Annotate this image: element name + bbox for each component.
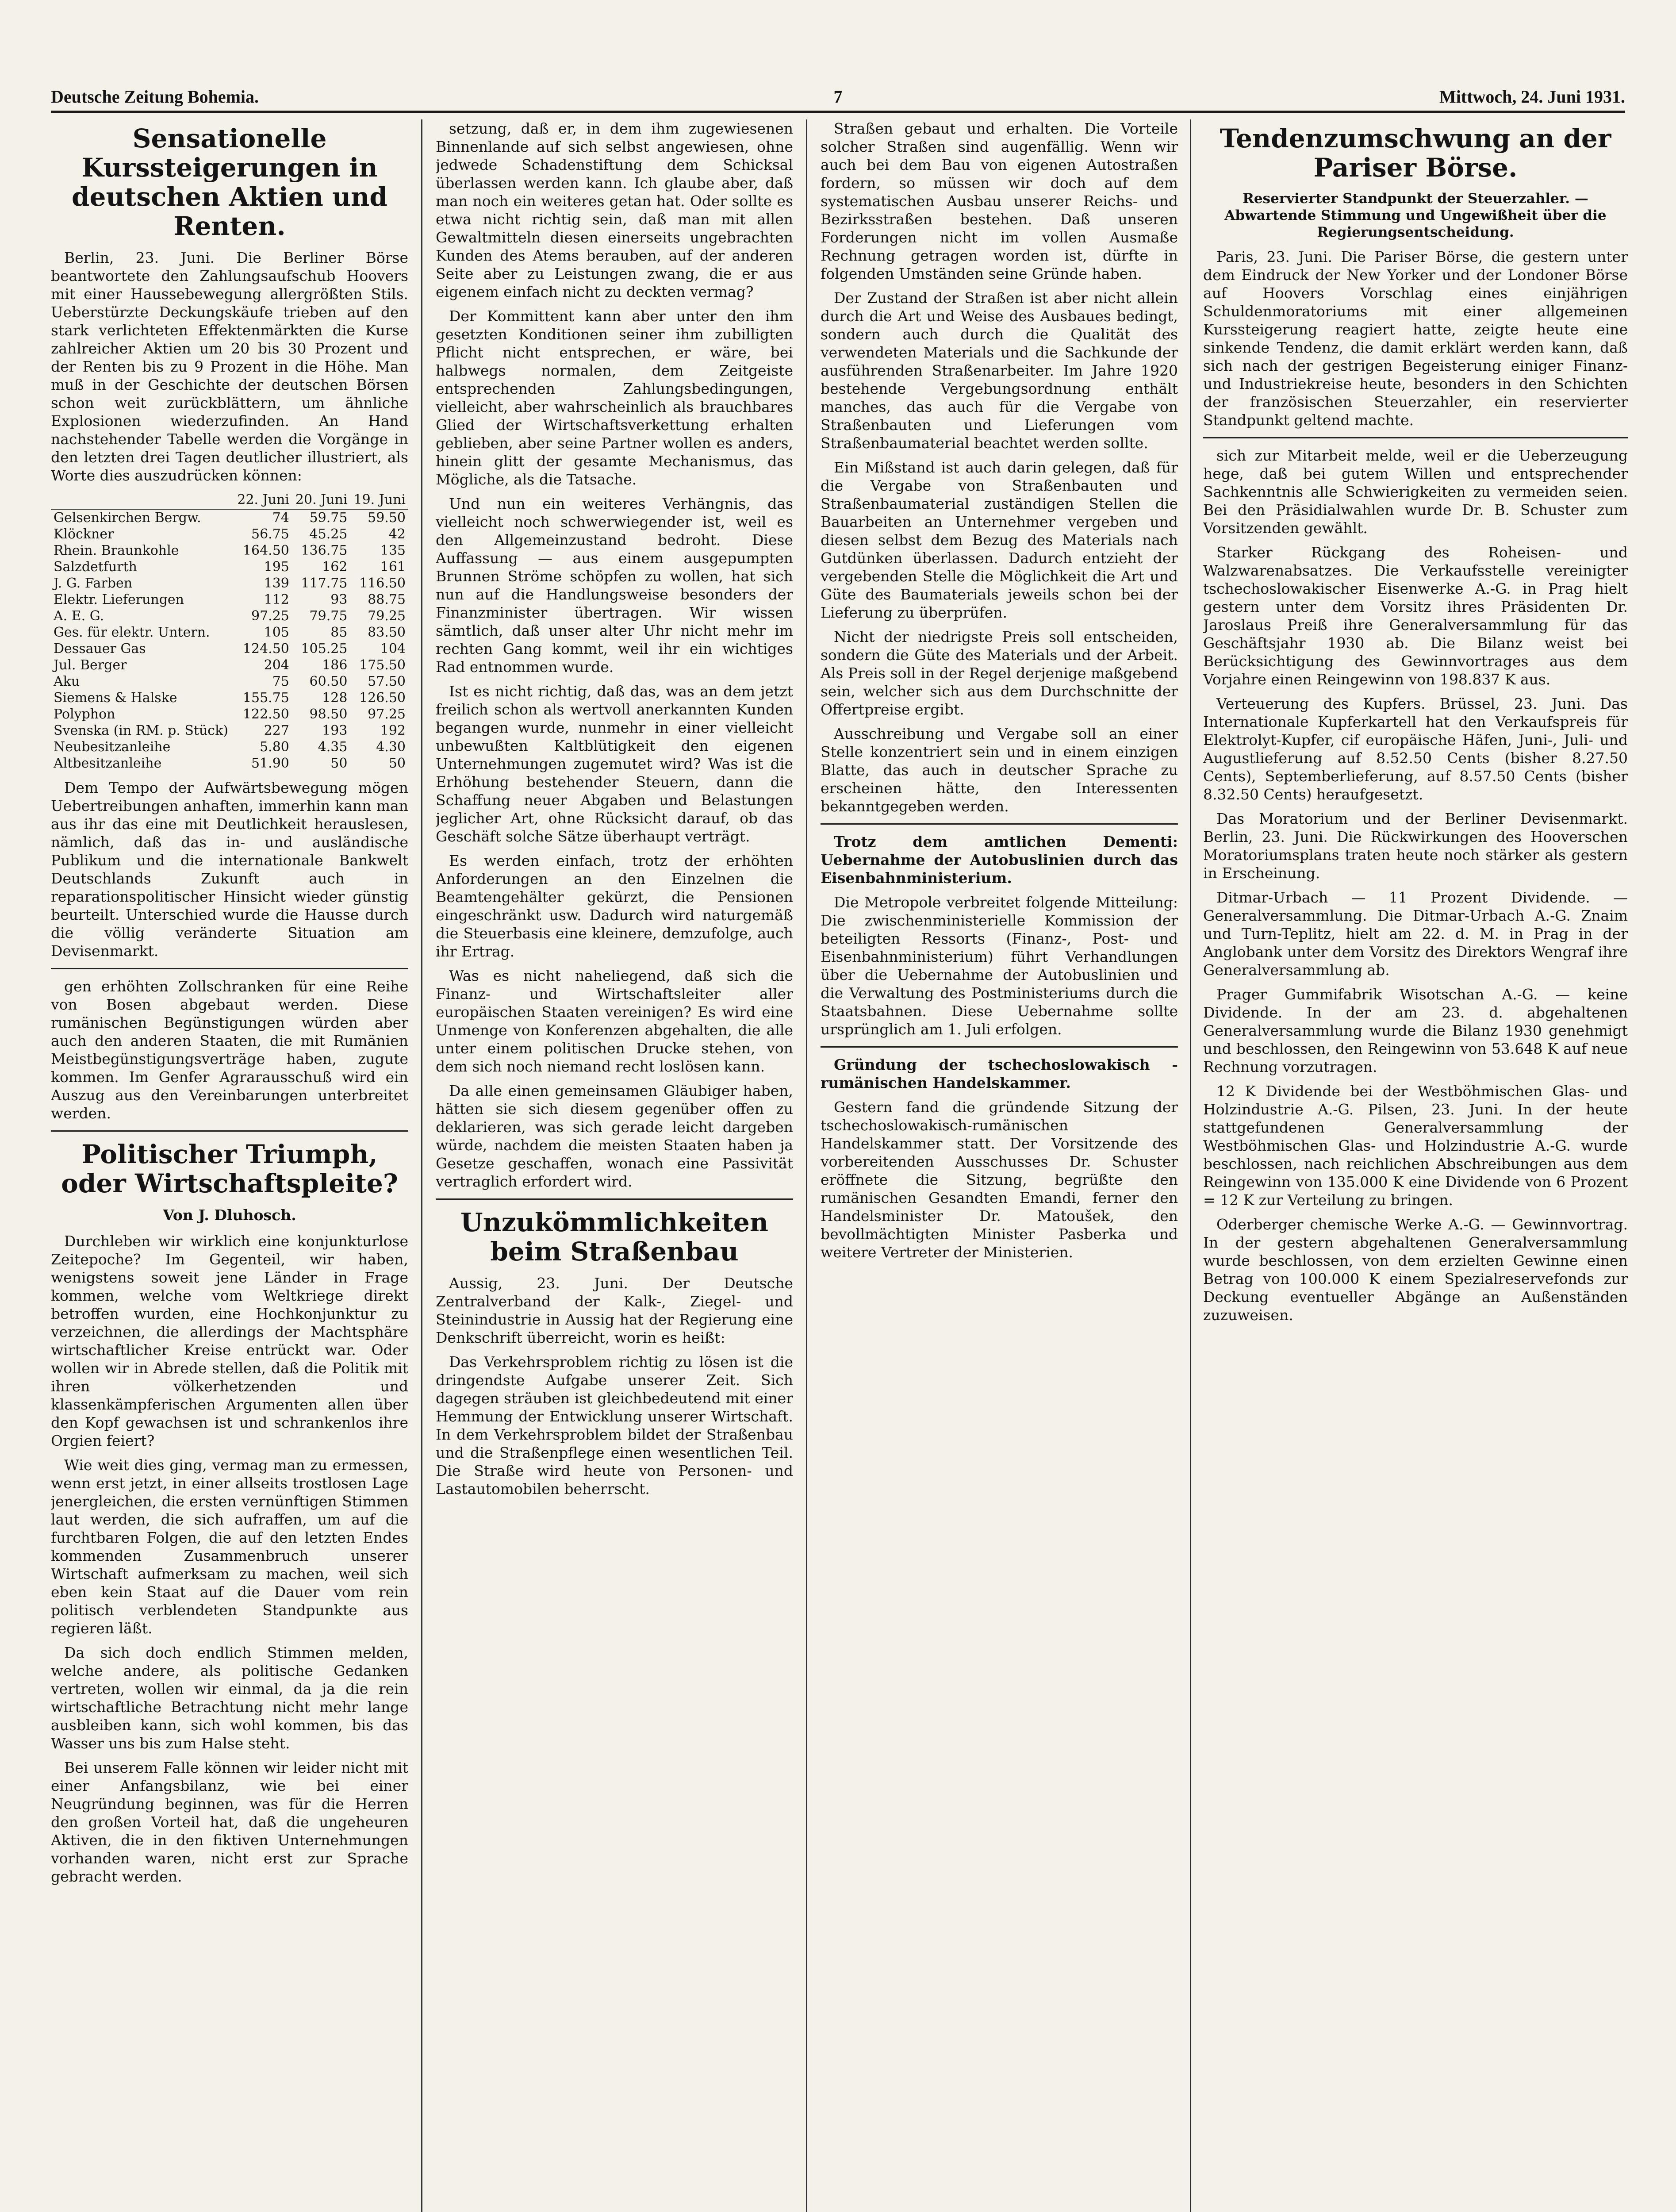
article-paragraph: gen erhöhten Zollschranken für eine Reihe von Bosen abgebaut werden. Diese rumänischen Begünstigungen würden aber auch den anderen Staaten, die mit Rumänien Meistbegünstigungsverträge haben, zugute kommen. Im Genfer Agrarausschuß wird ein Auszug aus den Vereinbarungen unterbreitet werden. [51,978,408,1122]
stock-price-cell: 79.75 [309,608,348,624]
article-paragraph: Starker Rückgang des Roheisen- und Walzwarenabsatzes. Die Verkaufsstelle vereinigter tschechoslowakischer Eisenwerke A.-G. in Prag hielt gestern unter dem Vorsitz ihres Präsidenten Dr. Jaroslaus Preiß ihre Generalversammlung für das Geschäftsjahr 1930 ab. Die Bilanz weist bei Berücksichtigung des Gewinnvortrages aus dem Vorjahre einen Reingewinn von 198.837 K aus. [1203,544,1628,688]
stock-name-cell: Neubesitzanleihe [54,739,171,755]
article-paragraph: Straßen gebaut und erhalten. Die Vorteile solcher Straßen sind augenfällig. Wenn wir auch bei dem Bau von eigenen Autostraßen fordern, so müssen wir doch auf dem systematischen Ausbau unserer Reichs- und Bezirksstraßen bestehen. Daß unseren Forderungen nicht im vollen Ausmaße Rechnung getragen worden ist, dürfte in folgenden Umständen seine Gründe haben. [821,120,1178,282]
article-paragraph: Ditmar-Urbach — 11 Prozent Dividende. — Generalversammlung. Die Ditmar-Urbach A.-G. Znaim und Turn-Teplitz, hielt am 22. d. M. in Prag in der Anglobank unter dem Vorsitz des Direktors Wengraf ihre Generalversammlung ab. [1203,889,1628,979]
article-paragraph: Da sich doch endlich Stimmen melden, welche andere, als politische Gedanken vertreten, wollen wir einmal, da ja die rein wirtschaftliche Betrachtung nicht mehr lange ausbleiben kann, sich wohl kommen, bis das Wasser uns bis zum Halse steht. [51,1644,408,1752]
article-title-paris: Tendenzumschwung an der Pariser Börse. [1220,123,1611,183]
stock-price-cell: 105.25 [301,641,348,657]
table-row [51,575,408,591]
stock-price-cell: 59.50 [368,510,406,526]
article-paragraph: Das Moratorium und der Berliner Devisenmarkt. Berlin, 23. Juni. Die Rückwirkungen des Hooverschen Moratoriumsplans traten heute noch stärker als gestern in Erscheinung. [1203,810,1628,882]
article-paragraph: Was es nicht naheliegend, daß sich die Finanz- und Wirtschaftsleiter aller europäischen Staaten vereinigen? Es wird eine Unmenge von Konferenzen abgehalten, die alle unter einem politischen Drucke stehen, von dem sich noch niemand recht loslösen kann. [436,967,793,1075]
stock-price-cell: 93 [330,592,348,607]
table-row [51,542,408,559]
stock-price-cell: 126.50 [359,690,406,706]
stock-price-cell: 74 [272,510,289,526]
table-row [51,509,408,526]
stock-name-cell: Jul. Berger [54,657,127,673]
stock-price-cell: 227 [264,723,289,738]
article-paragraph: Berlin, 23. Juni. Die Berliner Börse beantwortete den Zahlungsaufschub Hoovers mit einer Haussebewegung allergrößten Stils. Ueberstürzte Deckungskäufe trieben auf den stark verlichteten Effektenmärkten die Kurse zahlreicher Aktien um 20 bis 30 Prozent und der Renten bis zu 9 Prozent in die Höhe. Man muß in der Geschichte der deutschen Börsen schon weit zurückblättern, um ähnliche Explosionen wiederzufinden. An Hand nachstehender Tabelle werden die Vorgänge in den letzten drei Tagen deutlicher illustriert, als Worte dies auszudrücken können: [51,249,408,484]
column-4 [1203,119,1628,2212]
article-paragraph: Und nun ein weiteres Verhängnis, das vielleicht noch schwerwiegender ist, weil es den Allgemeinzustand bedroht. Diese Auffassung — aus einem ausgepumpten Brunnen Ströme schöpfen zu wollen, hat sich nun auf die Handlungsweise besonders der Finanzminister übertragen. Wir wissen sämtlich, daß unser alter Uhr nicht mehr im rechten Gang kommt, weil ihr ein wichtiges Rad entnommen wurde. [436,495,793,676]
divider [51,1130,408,1132]
stock-price-cell: 88.75 [368,592,406,607]
stock-price-cell: 175.50 [359,657,406,673]
article-paragraph: Das Verkehrsproblem richtig zu lösen ist die dringendste Aufgabe unserer Zeit. Sich dagegen sträuben ist gleichbedeutend mit einer Hemmung der Entwicklung unserer Wirtschaft. In dem Verkehrsproblem bildet der Straßenbau und die Straßenpflege einen wesentlichen Teil. Die Straße wird heute von Personen- und Lastautomobilen beherrscht. [436,1353,793,1498]
article-paragraph: Da alle einen gemeinsamen Gläubiger haben, hätten sie sich diesem gegenüber offen zu deklarieren, was sich gerade leicht dargeben würde, nachdem die meisten Staaten haben ja Gesetze geschaffen, wonach eine Passivität vertraglich erfordert wird. [436,1082,793,1190]
stock-price-cell: 75 [272,674,289,689]
column-3 [821,119,1178,2212]
article-paragraph: 12 K Dividende bei der Westböhmischen Glas- und Holzindustrie A.-G. Pilsen, 23. Juni. In der heute stattgefundenen Generalversammlung der Westböhmischen Glas- und Holzindustrie A.-G. wurde beschlossen, nach reichlichen Abschreibungen aus dem Reingewinn von 135.000 K eine Dividende von 6 Prozent = 12 K zur Verteilung zu bringen. [1203,1083,1628,1209]
stock-price-cell: 195 [264,559,289,575]
column-rule [1190,119,1191,2212]
stock-price-cell: 116.50 [359,576,406,591]
table-row [51,739,408,755]
divider [821,823,1178,825]
stock-price-cell: 193 [322,723,348,738]
stock-price-cell: 57.50 [368,674,406,689]
stock-price-cell: 104 [380,641,406,657]
article-paragraph: setzung, daß er, in dem ihm zugewiesenen Binnenlande auf sich selbst angewiesen, ohne jedwede Schadenstiftung dem Schicksal überlassen werden kann. Ich glaube aber, daß man noch ein weiteres getan hat. Oder sollte es etwa nicht richtig sein, daß man mit allen Gewaltmitteln diesen einerseits ungebrachten Kunden des Atems berauben, auf der anderen Seite aber zu Leistungen zwang, die er aus eigenem einfach nicht zu deckten vermag? [436,120,793,300]
stock-name-cell: Ges. für elektr. Untern. [54,625,210,640]
stock-price-cell: 97.25 [251,608,289,624]
page-number: 7 [833,87,843,107]
stock-name-cell: Gelsenkirchen Bergw. [54,510,201,526]
stock-name-cell: J. G. Farben [54,576,133,591]
stock-price-cell: 79.25 [368,608,406,624]
column-header: 22. Juni [234,491,292,509]
divider [436,1198,793,1200]
table-row [51,706,408,722]
stock-price-cell: 122.50 [242,707,289,722]
article-paragraph: Gestern fand die gründende Sitzung der tschechoslowakisch-rumänischen Handelskammer statt. Der Vorsitzende des vorbereitenden Ausschusses Dr. Schuster eröffnete die Sitzung, begrüßte den rumänischen Gesandten Emandi, ferner den Handelsminister Dr. Matoušek, den bevollmächtigten Minister Pasberka und weitere Vertreter der Ministerien. [821,1098,1178,1261]
stock-price-cell: 135 [380,543,406,558]
article-title-triumph: Politischer Triumph, oder Wirtschaftspleite? [61,1139,398,1198]
stock-price-cell: 50 [330,756,348,771]
stock-price-cell: 124.50 [242,641,289,657]
stock-name-cell: Svenska (in RM. p. Stück) [54,723,228,738]
news-item-title: Gründung der tschechoslowakisch - rumänischen Handelskammer. [821,1056,1178,1091]
article-paragraph: Nicht der niedrigste Preis soll entscheiden, sondern die Güte des Materials und der Arbeit. Als Preis soll in der Regel derjenige maßgebend sein, welcher sich aus dem Durchschnitte der Offertpreise ergibt. [821,628,1178,718]
stock-price-cell: 98.50 [309,707,348,722]
stock-name-cell: Siemens & Halske [54,690,177,706]
column-header [51,491,234,509]
stock-price-cell: 83.50 [368,625,406,640]
article-paragraph: Ein Mißstand ist auch darin gelegen, daß für die Vergabe von Straßenbauten und Straßenbaumaterial zuständigen Stellen die Bauarbeiten an Unternehmer vergeben und diesen selbst dem Bezug des Materials nach Gutdünken überlassen. Dadurch entzieht der vergebenden Stelle die Möglichkeit die Art und Güte des Baumaterials jeweils schon bei der Lieferung zu überprüfen. [821,459,1178,621]
stock-name-cell: Polyphon [54,707,115,722]
stock-name-cell: Salzdetfurth [54,559,137,575]
stock-price-cell: 97.25 [368,707,406,722]
table-row [51,657,408,673]
issue-date: Mittwoch, 24. Juni 1931. [1439,87,1625,107]
table-row [51,690,408,706]
article-paragraph: Prager Gummifabrik Wisotschan A.-G. — keine Dividende. In der am 23. d. abgehaltenen Generalversammlung wurde die Bilanz 1930 genehmigt und beschlossen, den Reingewinn von 53.648 K auf neue Rechnung vorzutragen. [1203,986,1628,1075]
divider [821,1046,1178,1048]
article-paragraph: Der Zustand der Straßen ist aber nicht allein durch die Art und Weise des Ausbaues bedingt, sondern auch durch die Qualität des verwendeten Materials und die Sachkunde der ausführenden Straßenarbeiter. Im Jahre 1920 bestehende Vergebungsordnung enthält manches, das auch für die Vergabe von Straßenbauten und Lieferungen vom Straßenbaumaterial beachtet werden sollte. [821,289,1178,452]
table-header-row [51,491,408,509]
article-paragraph: Ausschreibung und Vergabe soll an einer Stelle konzentriert sein und in einem einzigen Blatte, das auch in deutscher Sprache zu erscheinen hätte, den Interessenten bekanntgegeben werden. [821,725,1178,815]
stock-price-cell: 51.90 [251,756,289,771]
stock-name-cell: Rhein. Braunkohle [54,543,179,558]
stock-price-cell: 105 [264,625,289,640]
stock-price-cell: 192 [380,723,406,738]
stock-price-cell: 162 [322,559,348,575]
stock-name-cell: Dessauer Gas [54,641,146,657]
stock-price-cell: 85 [330,625,348,640]
article-title-kurs: Sensationelle Kurssteigerungen in deutschen Aktien und Renten. [72,123,387,241]
stock-price-cell: 56.75 [251,526,289,542]
stock-table-body [51,509,408,772]
divider [51,968,408,969]
stock-name-cell: Aku [54,674,80,689]
stock-price-cell: 45.25 [309,526,348,542]
stock-price-cell: 204 [264,657,289,673]
stock-name-cell: Altbesitzanleihe [54,756,162,771]
newspaper-title: Deutsche Zeitung Bohemia. [51,87,259,107]
article-subtitle: Reservierter Standpunkt der Steuerzahler. — Abwartende Stimmung und Ungewißheit über die Regierungsentscheidung. [1224,191,1607,240]
table-row [51,641,408,657]
article-paragraph: Verteuerung des Kupfers. Brüssel, 23. Juni. Das Internationale Kupferkartell hat den Verkaufspreis für Elektrolyt-Kupfer, cif europäische Häfen, Juni-, Juli- und Augustlieferung auf 8.52.50 Cents (bisher 8.27.50 Cents), Septemberlieferung, auf 8.57.50 Cents (bisher 8.32.50 Cents) heraufgesetzt. [1203,695,1628,803]
article-author: Von J. Dluhosch. [163,1206,296,1224]
stock-price-cell: 117.75 [301,576,348,591]
stock-price-cell: 161 [380,559,406,575]
column-header: 20. Juni [292,491,350,509]
stock-name-cell: A. E. G. [54,608,104,624]
article-paragraph: Aussig, 23. Juni. Der Deutsche Zentralverband der Kalk-, Ziegel- und Steinindustrie in Aussig hat der Regierung eine Denkschrift überreicht, worin es heißt: [436,1275,793,1346]
table-row [51,755,408,772]
column-rule [421,119,422,2212]
article-paragraph: Ist es nicht richtig, daß das, was an dem jetzt freilich schon als wertvoll anerkannten Kunden begangen wurde, nunmehr in einer vielleicht unbewußten Kaltblütigkeit den eigenen Unternehmungen zugemutet wird? Was ist die Erhöhung bestehender Steuern, dann die Schaffung neuer Abgaben und Belastungen jeglicher Art, ohne Rücksicht darauf, ob das Geschäft solche Sätze überhaupt verträgt. [436,683,793,845]
article-paragraph: Oderberger chemische Werke A.-G. — Gewinnvortrag. In der gestern abgehaltenen Generalversammlung wurde beschlossen, von dem erzielten Gewinne einen Betrag von 100.000 K einem Spezialreservefonds zur Deckung eventueller Abgänge an Außenständen zuzuweisen. [1203,1216,1628,1324]
article-paragraph: Wie weit dies ging, vermag man zu ermessen, wenn erst jetzt, in einer allseits trostlosen Lage jenergleichen, die ersten vernünftigen Stimmen laut werden, die sich aufraffen, um auf die furchtbaren Folgen, die auf den letzten Endes kommenden Zusammenbruch unserer Wirtschaft aufmerksam zu machen, weil sich eben kein Staat auf die Dauer vom rein politisch verblendeten Standpunkte aus regieren läßt. [51,1456,408,1637]
stock-price-cell: 164.50 [242,543,289,558]
table-row [51,673,408,690]
article-paragraph: Der Kommittent kann aber unter den ihm gesetzten Konditionen seiner ihm zubilligten Pflicht nicht entsprechen, er wäre, bei halbwegs normalen, dem Zeitgeiste entsprechenden Zahlungsbedingungen, vielleicht, aber wahrscheinlich als brauchbares Glied der Wirtschaftsverkettung erhalten geblieben, aber seine Partner wollen es anders, hinein glitt der gesamte Mechanismus, das Mögliche, als die Tatsache. [436,307,793,488]
article-paragraph: Dem Tempo der Aufwärtsbewegung mögen Uebertreibungen anhaften, immerhin kann man aus ihr das eine mit Deutlichkeit herauslesen, nämlich, daß das in- und ausländische Publikum und die internationale Bankwelt Deutschlands Zukunft auch in reparationspolitischer Hinsicht wieder günstig beurteilt. Unterschied wurde die Hausse durch die völlig veränderte Situation am Devisenmarkt. [51,779,408,960]
column-1 [51,119,408,2212]
stock-price-cell: 4.30 [376,739,406,755]
stock-price-cell: 128 [322,690,348,706]
stock-price-cell: 136.75 [301,543,348,558]
stock-name-cell: Klöckner [54,526,114,542]
table-row [51,591,408,608]
divider [1203,437,1628,438]
stock-price-cell: 50 [388,756,406,771]
article-paragraph: Es werden einfach, trotz der erhöhten Anforderungen an den Einzelnen die Beamtengehälter gekürzt, die Pensionen eingeschränkt usw. Dadurch wird naturgemäß die Steuerbasis eine kleinere, demzufolge, auch ihr Ertrag. [436,852,793,960]
column-rule [806,119,807,2212]
column-header: 19. Juni [350,491,408,509]
article-paragraph: Die Metropole verbreitet folgende Mitteilung: Die zwischenministerielle Kommission der beteiligten Ressorts (Finanz-, Post- und Eisenbahnministerium) führt Verhandlungen über die Uebernahme der Autobuslinien und die Verwaltung des Postministeriums durch die Staatsbahnen. Diese Uebernahme sollte ursprünglich am 1. Juli erfolgen. [821,894,1178,1038]
article-paragraph: Bei unserem Falle können wir leider nicht mit einer Anfangsbilanz, wie bei einer Neugründung beginnen, was für die Herren den großen Vorteil hat, daß die ungeheuren Aktiven, die in den fiktiven Unternehmungen vorhanden waren, nicht erst zur Sprache gebracht werden. [51,1759,408,1885]
stock-price-cell: 60.50 [309,674,348,689]
stock-price-cell: 42 [388,526,406,542]
stock-price-cell: 139 [264,576,289,591]
page-header [51,84,1625,113]
stock-price-cell: 155.75 [242,690,289,706]
table-row [51,559,408,575]
article-paragraph: Paris, 23. Juni. Die Pariser Börse, die gestern unter dem Eindruck der New Yorker und der Londoner Börse auf Hoovers Vorschlag eines einjährigen Schuldenmoratoriums mit einer allgemeinen Kurssteigerung reagiert hatte, zeigte heute eine sinkende Tendenz, die damit erklärt werden kann, daß sich nach der gestrigen Begeisterung einiger Finanz- und Industriekreise heute, besonders in den Schichten der französischen Steuerzahler, ein reservierter Standpunkt geltend machte. [1203,248,1628,429]
article-paragraph: Durchleben wir wirklich eine konjunkturlose Zeitepoche? Im Gegenteil, wir haben, wenigstens soweit jene Länder in Frage kommen, welche vom Weltkriege direkt betroffen wurden, eine Hochkonjunktur zu verzeichnen, die allerdings der Machtsphäre wirtschaftlicher Kreise entrückt war. Oder wollen wir in Abrede stellen, daß die Politik mit ihren völkerhetzenden und klassenkämpferischen Argumenten allen über den Kopf gewachsen ist und schrankenlos ihre Orgien feiert? [51,1233,408,1449]
article-title-strassenbau: Unzukömmlichkeiten beim Straßenbau [460,1207,768,1267]
column-2 [436,119,793,2212]
stock-table [51,491,408,772]
stock-name-cell: Elektr. Lieferungen [54,592,184,607]
news-item-title: Trotz dem amtlichen Dementi: Uebernahme der Autobuslinien durch das Eisenbahnministerium. [821,833,1178,887]
stock-price-cell: 4.35 [318,739,348,755]
table-row [51,624,408,641]
table-row [51,526,408,542]
article-paragraph: sich zur Mitarbeit melde, weil er die Ueberzeugung hege, daß bei gutem Willen und entsprechender Sachkenntnis alle Schwierigkeiten zu vermeiden seien. Bei den Präsidialwahlen wurde Dr. B. Schuster zum Vorsitzenden gewählt. [1203,447,1628,537]
stock-price-cell: 186 [322,657,348,673]
stock-price-cell: 5.80 [260,739,289,755]
table-row [51,608,408,624]
stock-price-cell: 112 [264,592,289,607]
table-row [51,722,408,739]
stock-price-cell: 59.75 [309,510,348,526]
